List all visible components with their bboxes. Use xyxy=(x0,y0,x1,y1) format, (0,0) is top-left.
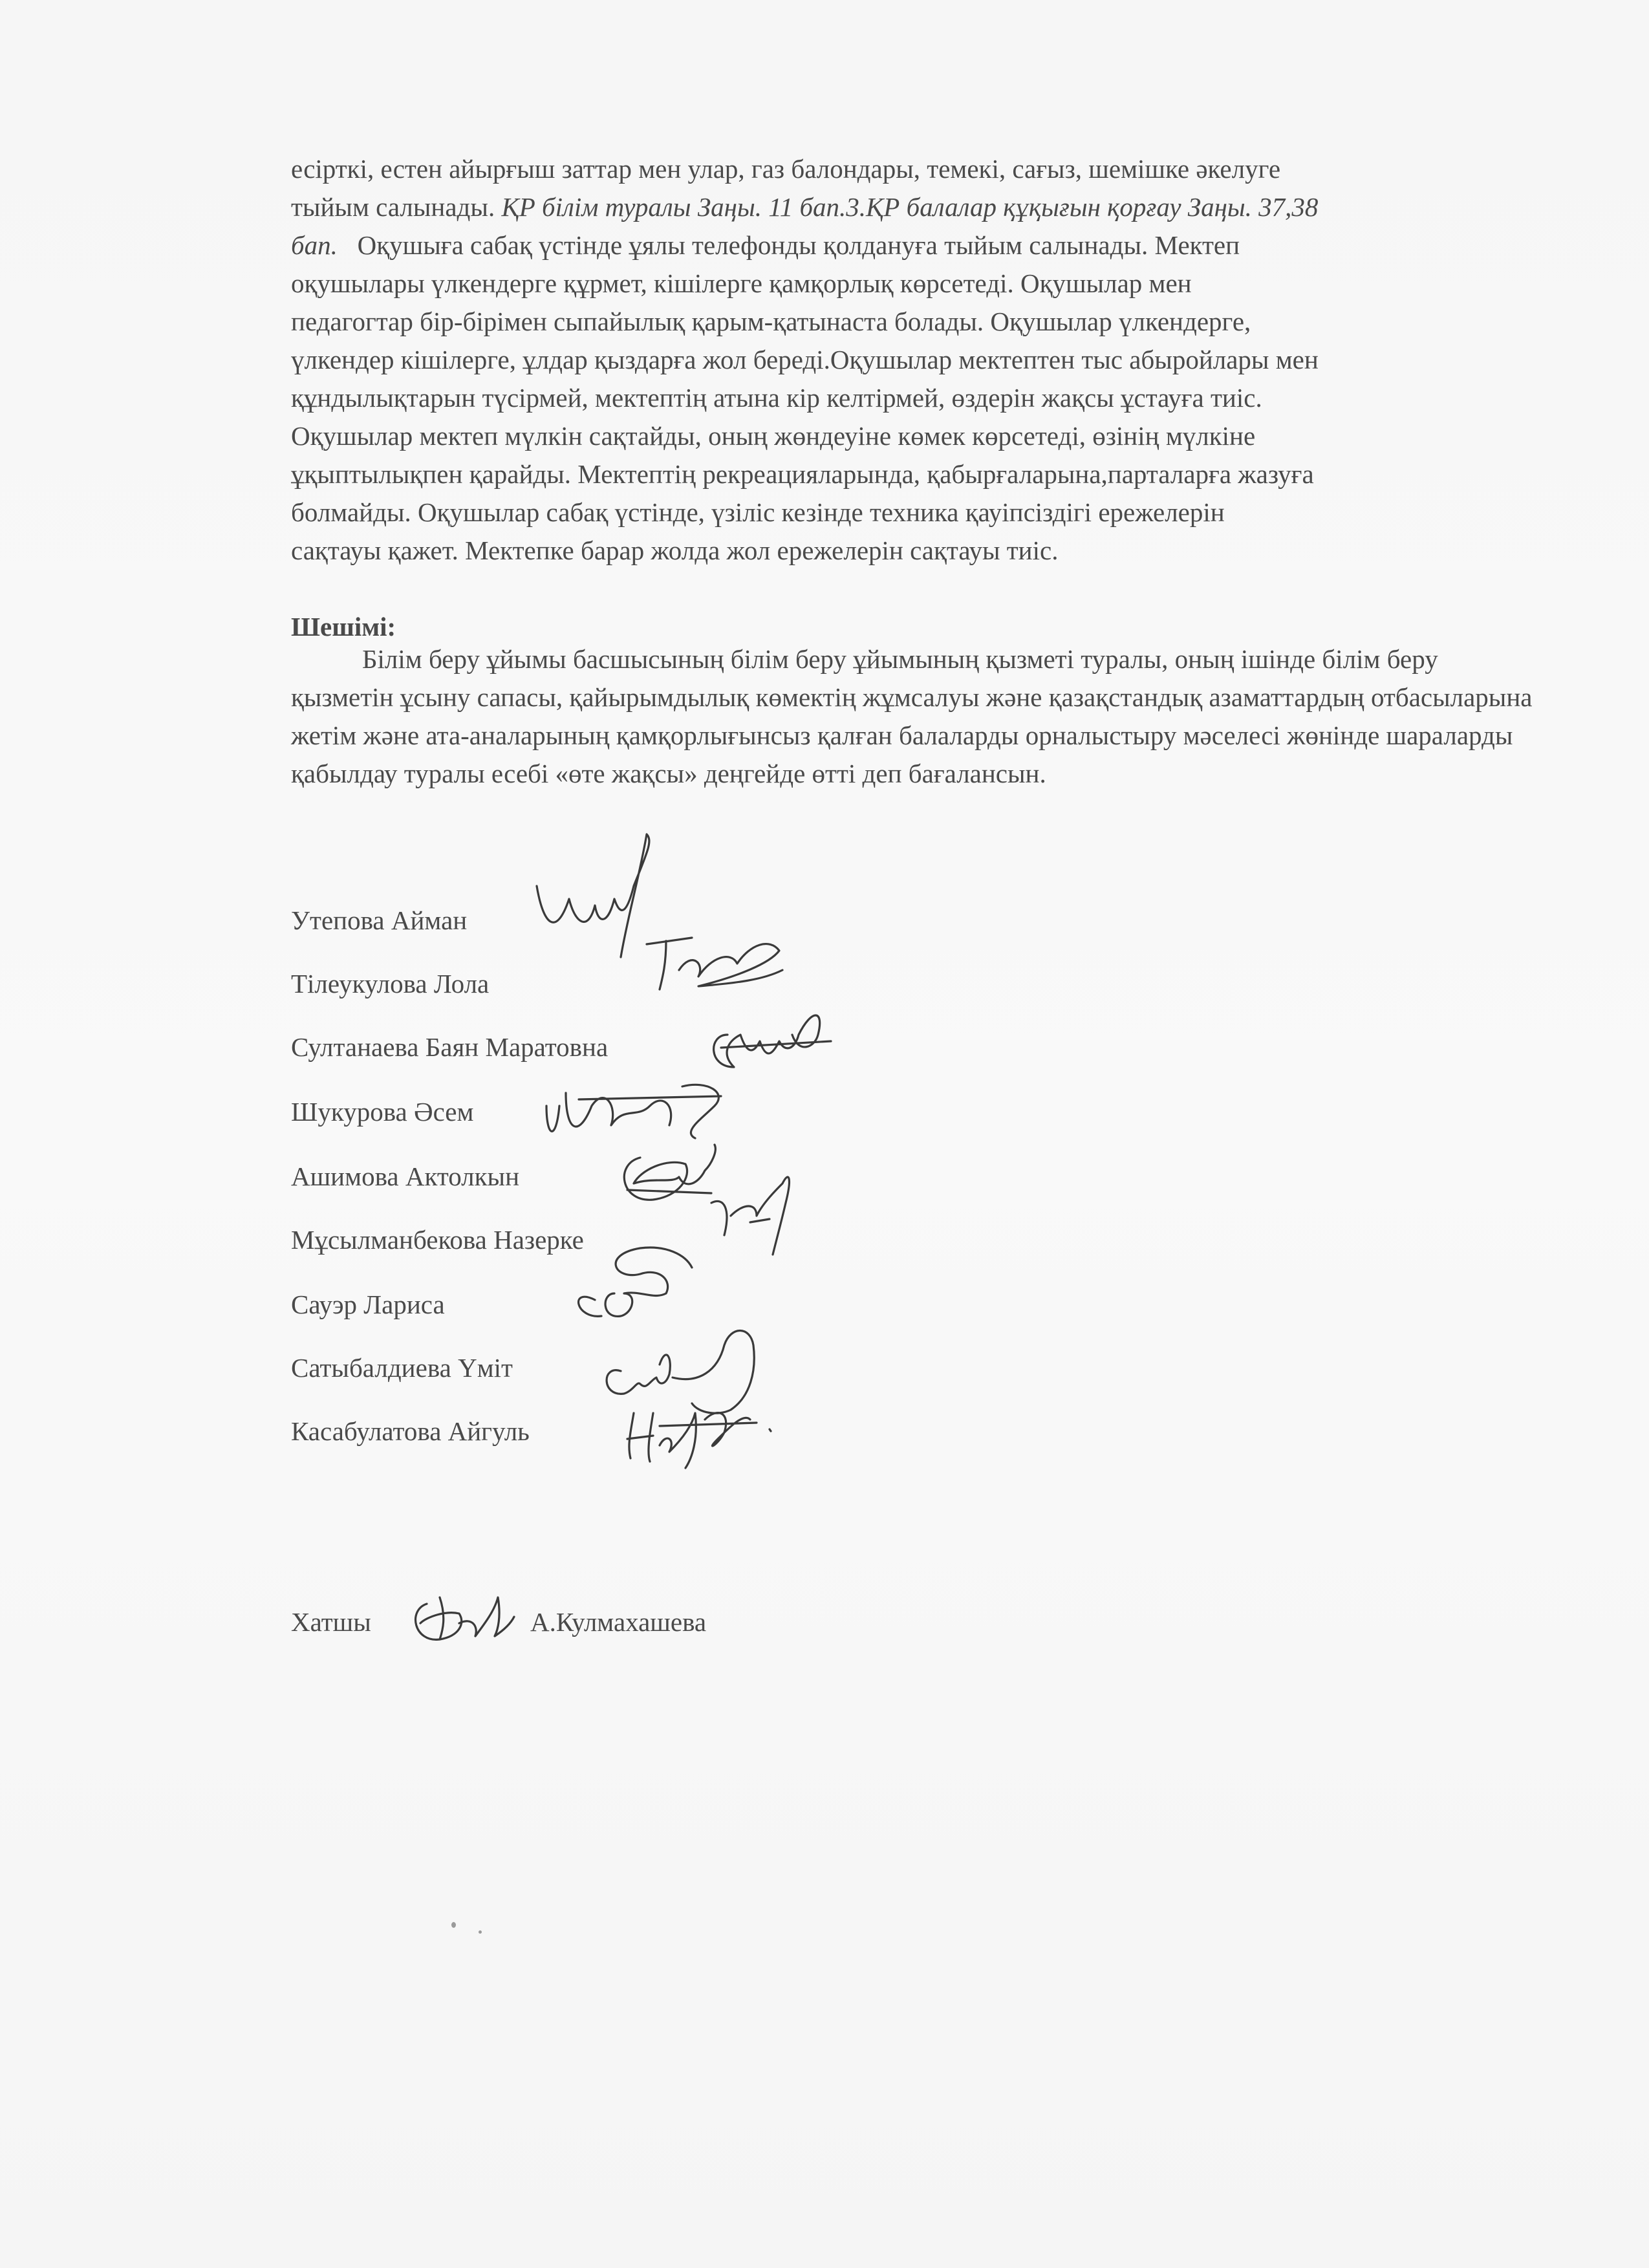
body-line: үлкендер кішілерге, ұлдар қыздарға жол береді.Оқушылар мектептен тыс абыройлары мен xyxy=(291,345,1319,374)
law-reference-end: бап. xyxy=(291,230,338,260)
signature-2 xyxy=(640,925,789,996)
scan-speck xyxy=(451,1922,456,1928)
body-line: құндылықтарын түсірмей, мектептің атына кір келтірмей, өздерін жақсы ұстауға тиіс. xyxy=(291,383,1262,413)
signature-9 xyxy=(621,1387,789,1478)
body-line: болмайды. Оқушылар сабақ үстінде, үзіліс кезінде техника қауіпсіздігі ережелерін xyxy=(291,497,1225,527)
secretary-signature xyxy=(407,1578,517,1656)
signatory-name: Мұсылманбекова Назерке xyxy=(291,1225,584,1255)
signatory-name: Утепова Айман xyxy=(291,905,468,935)
secretary-name: А.Кулмахашева xyxy=(530,1607,707,1637)
decision-text: Білім беру ұйымы басшысының білім беру ұйымының қызметі туралы, оның ішінде білім беру қызметін ұсыну сапасы, қайырымдылық көмектің жұмсалуы және қазақстандық азаматтардың отбасыларына жетім және ата-аналарының қамқорлығынсыз қалған балаларды орналыстыру мәселесі жөнінде шараларды қабылдау туралы есебі «өте жақсы» деңгейде өтті деп бағалансын. xyxy=(291,644,1533,788)
law-reference: ҚР білім туралы Заңы. 11 бап.3.ҚР балалар құқығын қорғау Заңы. 37,38 xyxy=(501,192,1319,222)
body-line: оқушылары үлкендерге құрмет, кішілерге қамқорлық көрсетеді. Оқушылар мен xyxy=(291,268,1192,298)
secretary-label: Хатшы xyxy=(291,1607,371,1637)
body-line: педагогтар бір-бірімен сыпайылық қарым-қатынаста болады. Оқушылар үлкендерге, xyxy=(291,307,1251,336)
body-line: Оқушылар мектеп мүлкін сақтайды, оның жөндеуіне көмек көрсетеді, өзінің мүлкіне xyxy=(291,421,1256,451)
signatory-name: Сатыбалдиева Үміт xyxy=(291,1353,513,1383)
signature-7 xyxy=(563,1229,698,1326)
body-line: есірткі, естен айырғыш заттар мен улар, газ балондары, темекі, сағыз, шемішке әкелуге xyxy=(291,154,1281,184)
signatory-name: Шукурова Әсем xyxy=(291,1097,474,1127)
decision-heading: Шешімі: xyxy=(291,612,396,642)
signature-6 xyxy=(705,1164,802,1274)
body-paragraph xyxy=(291,150,1533,570)
signatory-name: Ашимова Актолкын xyxy=(291,1161,520,1191)
body-line: бап. Оқушыға сабақ үстінде ұялы телефонды қолдануға тыйым салынады. Мектеп xyxy=(291,230,1240,260)
body-line: тыйым салынады. ҚР білім туралы Заңы. 11 бап.3.ҚР балалар құқығын қорғау Заңы. 37,38 xyxy=(291,192,1319,222)
body-line: сақтауы қажет. Мектепке барар жолда жол ережелерін сақтауы тиіс. xyxy=(291,535,1059,565)
signatory-name: Султанаева Баян Маратовна xyxy=(291,1032,609,1062)
signatory-name: Тілеукулова Лола xyxy=(291,969,490,999)
signatory-name: Касабулатова Айгуль xyxy=(291,1416,530,1446)
scan-speck xyxy=(479,1930,482,1934)
signatory-name: Сауэр Лариса xyxy=(291,1290,445,1319)
body-line: ұқыптылықпен қарайды. Мектептің рекреацияларында, қабырғаларына,парталарға жазуға xyxy=(291,459,1314,489)
